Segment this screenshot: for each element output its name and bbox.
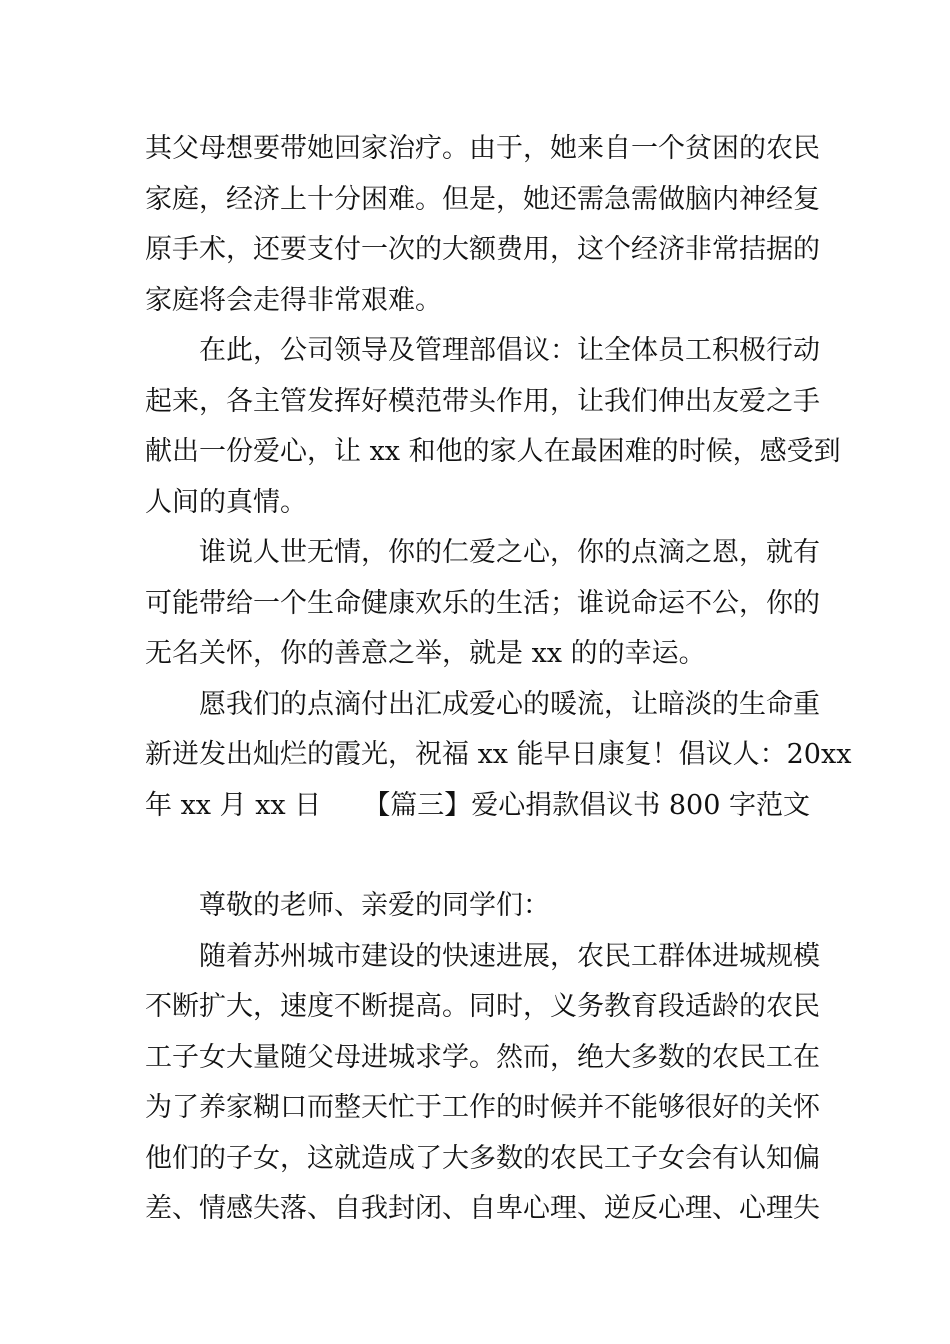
text-line: 起来，各主管发挥好模范带头作用，让我们伸出友爱之手 (145, 385, 820, 417)
text-line: 无名关怀，你的善意之举，就是 xx 的的幸运。 (145, 638, 706, 669)
text-line: 原手术，还要支付一次的大额费用，这个经济非常拮据的 (145, 234, 820, 265)
blank-line (145, 831, 815, 881)
text-line: 愿我们的点滴付出汇成爱心的暖流，让暗淡的生命重 (199, 688, 820, 720)
paragraph-kindness-cont (145, 579, 820, 680)
text-line: 其父母想要带她回家治疗。由于，她来自一个贫困的农民 (145, 133, 820, 164)
date-and-section-line (145, 781, 815, 832)
text-line: 工子女大量随父母进城求学。然而，绝大多数的农民工在 (145, 1041, 820, 1073)
document-body (145, 124, 852, 1235)
text-line: 谁说人世无情，你的仁爱之心，你的点滴之恩，就有 (199, 537, 820, 568)
text-line: 随着苏州城市建设的快速进展，农民工群体进城规模 (199, 940, 820, 972)
text-line: 新迸发出灿烂的霞光，祝福 xx 能早日康复！倡议人：20xx (145, 739, 852, 770)
paragraph-wishes (145, 680, 820, 731)
paragraph-migrant-children-cont (145, 982, 820, 1235)
text-line: 不断扩大，速度不断提高。同时，义务教育段适龄的农民 (145, 991, 820, 1022)
section-heading: 【篇三】爱心捐款倡议书 800 字范文 (363, 789, 810, 821)
greeting (145, 881, 815, 932)
paragraph-family-hardship (145, 124, 820, 326)
text-line: 差、情感失落、自我封闭、自卑心理、逆反心理、心理失 (145, 1193, 820, 1224)
text-line: 为了养家糊口而整天忙于工作的时候并不能够很好的关怀 (145, 1092, 820, 1123)
paragraph-migrant-children (145, 932, 820, 983)
text-line: 献出一份爱心，让 xx 和他的家人在最困难的时候，感受到 (145, 436, 841, 467)
text-line: 人间的真情。 (145, 486, 307, 518)
text-line: 在此，公司领导及管理部倡议：让全体员工积极行动 (199, 335, 820, 366)
paragraph-kindness (145, 528, 820, 579)
paragraph-company-proposal (145, 326, 820, 377)
text-line: 可能带给一个生命健康欢乐的生活；谁说命运不公，你的 (145, 587, 820, 619)
text-line: 尊敬的老师、亲爱的同学们： (199, 890, 550, 921)
text-line: 他们的子女，这就造成了大多数的农民工子女会有认知偏 (145, 1142, 820, 1174)
text-line: 家庭将会走得非常艰难。 (145, 284, 442, 316)
paragraph-company-proposal-cont (145, 377, 841, 529)
text-line: 家庭，经济上十分困难。但是，她还需急需做脑内神经复 (145, 183, 820, 215)
paragraph-wishes-cont (145, 730, 852, 831)
signature-date: 年 xx 月 xx 日 (145, 789, 322, 821)
